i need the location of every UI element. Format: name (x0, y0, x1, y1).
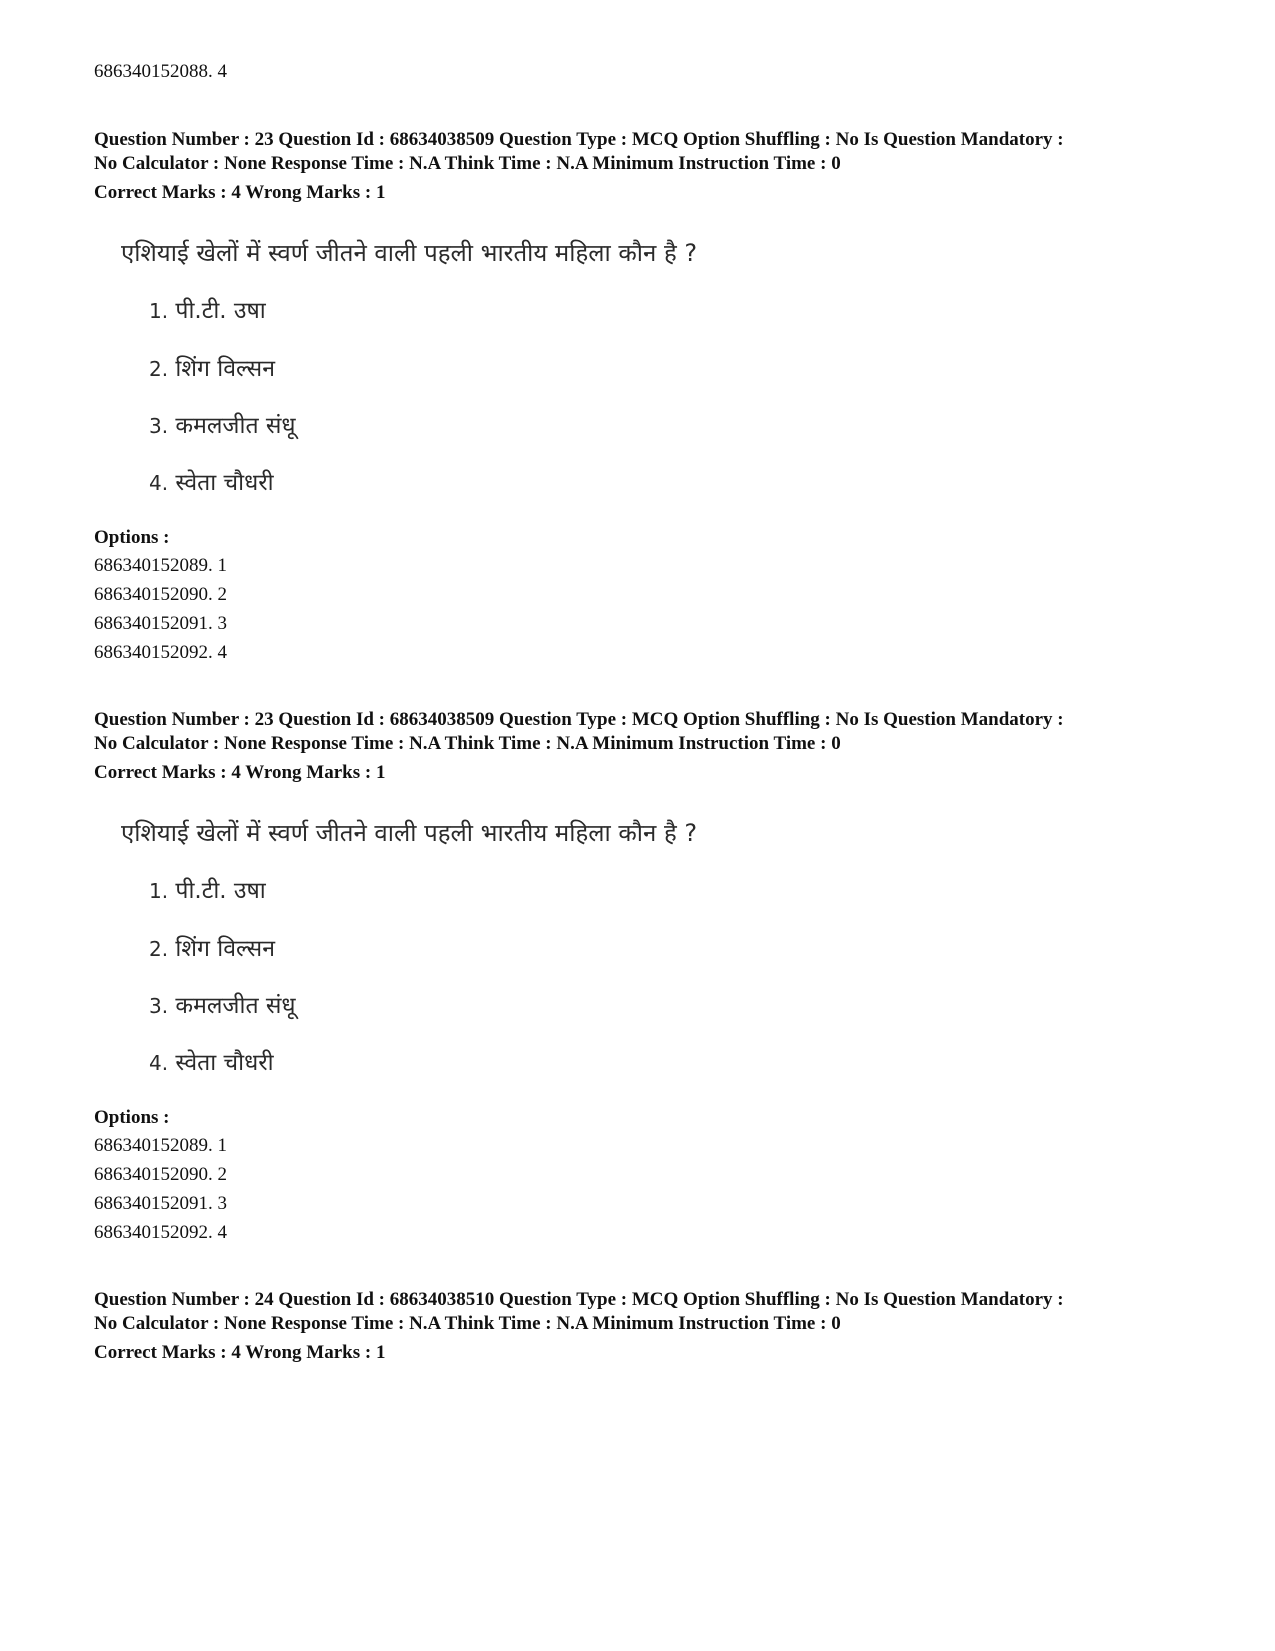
choice-number: 3. (149, 994, 169, 1018)
choice-text: पी.टी. उषा (175, 298, 266, 324)
question-meta-line-2: No Calculator : None Response Time : N.A Think Time : N.A Minimum Instruction Time : 0 (94, 1313, 841, 1334)
choice-text: शिंग विल्सन (175, 936, 275, 962)
choice-item (149, 876, 266, 906)
question-meta-line-1: Question Number : 23 Question Id : 68634038509 Question Type : MCQ Option Shuffling : No Is Question Mandatory : (94, 129, 1064, 150)
option-line: 686340152091. 3 (94, 1193, 227, 1214)
option-line: 686340152090. 2 (94, 584, 227, 605)
choice-text: कमलजीत संधू (175, 993, 296, 1019)
choice-number: 3. (149, 414, 169, 438)
question-marks: Correct Marks : 4 Wrong Marks : 1 (94, 762, 386, 783)
choice-text: स्वेता चौधरी (175, 470, 274, 496)
choice-item (149, 991, 296, 1021)
option-line: 686340152092. 4 (94, 1222, 227, 1243)
question-meta-line-1: Question Number : 24 Question Id : 68634038510 Question Type : MCQ Option Shuffling : No Is Question Mandatory : (94, 1289, 1064, 1310)
options-label: Options : (94, 1107, 170, 1128)
choice-number: 2. (149, 937, 169, 961)
question-meta-line-2: No Calculator : None Response Time : N.A Think Time : N.A Minimum Instruction Time : 0 (94, 153, 841, 174)
question-text: एशियाई खेलों में स्वर्ण जीतने वाली पहली भारतीय महिला कौन है ? (121, 239, 698, 267)
choice-number: 4. (149, 1051, 169, 1075)
choice-item (149, 468, 274, 498)
choice-item (149, 296, 266, 326)
choice-text: स्वेता चौधरी (175, 1050, 274, 1076)
option-line: 686340152088. 4 (94, 61, 227, 82)
option-line: 686340152092. 4 (94, 642, 227, 663)
choice-number: 1. (149, 299, 169, 323)
choice-number: 2. (149, 357, 169, 381)
option-line: 686340152091. 3 (94, 613, 227, 634)
option-line: 686340152089. 1 (94, 555, 227, 576)
choice-text: शिंग विल्सन (175, 356, 275, 382)
choice-number: 1. (149, 879, 169, 903)
question-marks: Correct Marks : 4 Wrong Marks : 1 (94, 182, 386, 203)
choice-item (149, 354, 275, 384)
question-meta-line-1: Question Number : 23 Question Id : 68634038509 Question Type : MCQ Option Shuffling : No Is Question Mandatory : (94, 709, 1064, 730)
question-marks: Correct Marks : 4 Wrong Marks : 1 (94, 1342, 386, 1363)
option-line: 686340152090. 2 (94, 1164, 227, 1185)
choice-item (149, 411, 296, 441)
choice-text: कमलजीत संधू (175, 413, 296, 439)
options-label: Options : (94, 527, 170, 548)
choice-item (149, 934, 275, 964)
option-line: 686340152089. 1 (94, 1135, 227, 1156)
choice-text: पी.टी. उषा (175, 878, 266, 904)
question-meta-line-2: No Calculator : None Response Time : N.A Think Time : N.A Minimum Instruction Time : 0 (94, 733, 841, 754)
choice-number: 4. (149, 471, 169, 495)
choice-item (149, 1048, 274, 1078)
question-text: एशियाई खेलों में स्वर्ण जीतने वाली पहली भारतीय महिला कौन है ? (121, 819, 698, 847)
